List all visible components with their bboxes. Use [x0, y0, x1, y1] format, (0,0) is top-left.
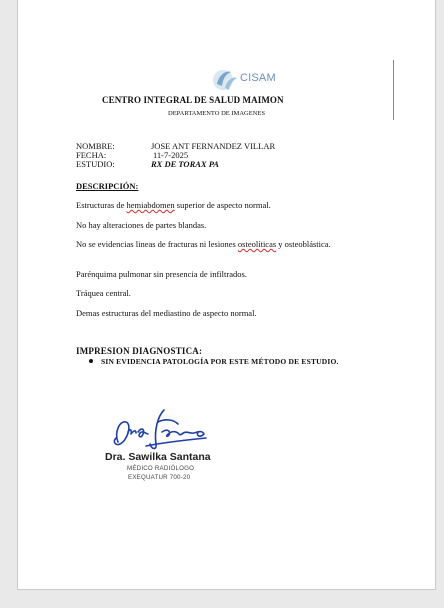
name-label: NOMBRE: — [76, 141, 115, 151]
p1-spellcheck-word: hemiabdomen — [126, 200, 175, 210]
handwritten-signature — [106, 400, 216, 454]
study-date: 11-7-2025 — [153, 150, 189, 160]
p3-text-end: y osteoblástica. — [276, 239, 331, 249]
impression-item-text: SIN EVIDENCIA PATOLOGÍA POR ESTE MÉTODO DE ESTUDIO. — [101, 357, 339, 366]
description-paragraph-5: Tráquea central. — [76, 288, 131, 298]
description-paragraph-6: Demas estructuras del mediastino de aspecto normal. — [76, 308, 257, 318]
description-paragraph-4: Parénquima pulmonar sin presencia de infiltrados. — [76, 269, 247, 279]
bullet-icon — [89, 359, 93, 363]
date-label: FECHA: — [76, 150, 107, 160]
logo-emblem-icon — [211, 66, 241, 94]
organization-name: CENTRO INTEGRAL DE SALUD MAIMON — [102, 95, 284, 105]
logo-text: CISAM — [240, 72, 276, 84]
doctor-title: MÉDICO RADIÓLOGO — [127, 465, 195, 472]
department-name: DEPARTAMENTO DE IMAGENES — [168, 110, 265, 117]
p1-text-start: Estructuras de — [76, 200, 127, 210]
patient-name: JOSE ANT FERNANDEZ VILLAR — [151, 141, 276, 151]
study-label: ESTUDIO: — [76, 159, 115, 169]
doctor-name: Dra. Sawilka Santana — [105, 451, 211, 463]
p3-text-start: No se evidencias lineas de fracturas ni lesiones — [76, 239, 238, 249]
impression-heading: IMPRESION DIAGNOSTICA: — [76, 346, 203, 356]
p3-spellcheck-word: osteolíticas — [237, 239, 277, 249]
study-type: RX DE TORAX PA — [151, 159, 219, 169]
description-paragraph-1 — [76, 200, 366, 210]
description-heading: DESCRIPCIÓN: — [76, 181, 139, 191]
doctor-exequatur: EXEQUATUR 700-20 — [128, 474, 191, 481]
p1-text-end: superior de aspecto normal. — [174, 200, 271, 210]
description-paragraph-2: No hay alteraciones de partes blandas. — [76, 220, 207, 230]
cisam-logo — [211, 66, 277, 94]
description-paragraph-3 — [76, 239, 338, 249]
impression-item — [89, 357, 339, 366]
header-divider — [393, 60, 394, 120]
